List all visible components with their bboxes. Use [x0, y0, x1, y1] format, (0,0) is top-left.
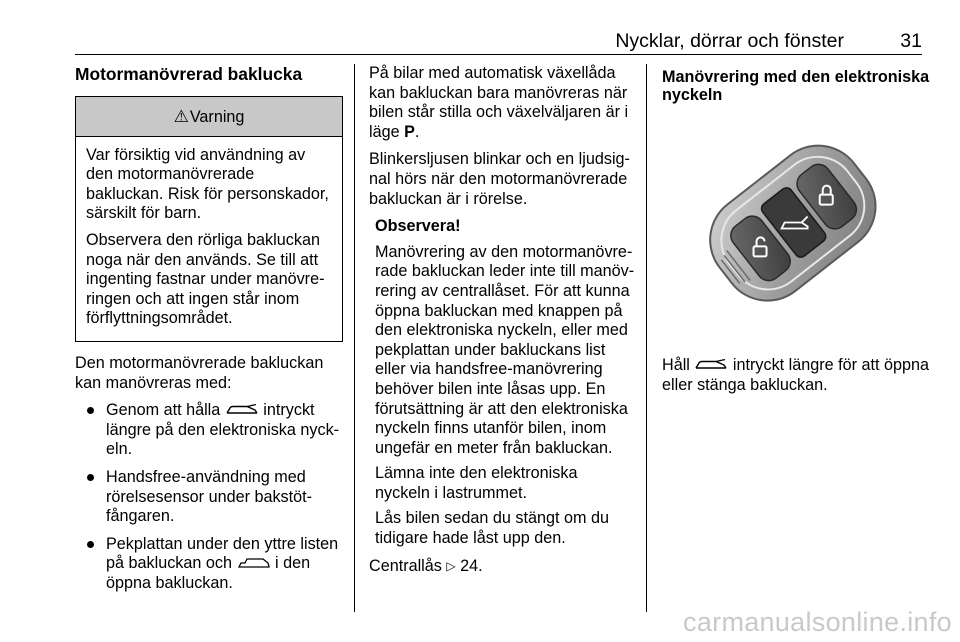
warning-paragraph-2: Observera den rörliga bakluckan noga när den används. Se till att ingenting fastnar under manövreringen och att ingen står inom förflyttningsområdet. — [86, 230, 325, 328]
trunk-button-icon — [694, 359, 728, 371]
note-title: Observera! — [375, 217, 461, 236]
gearbox-paragraph — [369, 64, 635, 142]
hold-text-b: intryckt längre för att öppna eller stänga bakluckan. — [662, 356, 930, 394]
note-paragraph-1: Manövrering av den motormanövrerade bakluckan leder inte till manövrering av centrallåset. För att kunna öppna bakluckan med knappen på den elektroniska nyckeln, eller med pekplattan under bakluckans list eller via handsfree-manövrering behöver bilen inte låsas upp. En förutsättning är att den elektroniska nyckeln finns utanför bilen, inom ungefär en meter från bakluckan. — [375, 242, 635, 457]
hold-button-paragraph — [662, 356, 932, 395]
bullet-2-text: Handsfree-användning med rörelsesensor under bakstötfångaren. — [106, 467, 313, 526]
bullet-dot — [87, 541, 94, 548]
intro-text: Den motormanövrerade bakluckan kan manövreras med: — [75, 353, 324, 392]
page-header — [75, 30, 922, 55]
bullet-3-text-b: i den öppna bakluckan. — [106, 554, 311, 592]
bullet-dot — [87, 407, 94, 414]
column-middle — [369, 64, 635, 584]
warning-triangle-icon: ⚠ — [173, 106, 189, 126]
sub-title: Manövrering med den elektroniska nyckeln — [662, 68, 930, 104]
warning-title: Varning — [189, 107, 245, 126]
bullet-1-text-a: Genom att hålla — [106, 401, 221, 420]
note-paragraph-3: Lås bilen sedan du stängt om du tidigare hade låst upp den. — [375, 509, 609, 548]
watermark: carmanualsonline.info — [683, 607, 952, 637]
arrow-reference-icon: ▷ — [446, 558, 456, 573]
column-right — [662, 64, 932, 403]
gearbox-text-end: . — [414, 122, 420, 141]
warning-paragraph-1: Var försiktig vid användning av den motormanövrerade bakluckan. Risk för personskador, särskilt för barn. — [86, 145, 329, 223]
bullet-1-text-b: intryckt längre på den elektroniska nyckeln. — [106, 401, 340, 459]
page-number: 31 — [900, 30, 922, 52]
warning-box — [75, 96, 343, 342]
warning-body — [76, 137, 342, 341]
bullet-dot — [87, 474, 94, 481]
note-block — [369, 217, 635, 549]
reference-label: Centrallås — [369, 556, 442, 575]
column-divider-1 — [354, 64, 355, 612]
list-item — [75, 468, 343, 527]
warning-header — [76, 97, 342, 137]
bullet-list — [75, 401, 343, 593]
bullet-3-text-a: Pekplattan under den yttre listen på bakluckan och — [106, 534, 339, 573]
cross-reference — [369, 557, 635, 577]
column-left — [75, 64, 343, 601]
list-item — [75, 401, 343, 460]
trunk-open-icon — [237, 557, 271, 569]
hold-text-a: Håll — [662, 356, 690, 374]
header-title: Nycklar, dörrar och fönster — [615, 30, 844, 52]
signal-paragraph: Blinkersljusen blinkar och en ljudsignal hörs när den motormanövrerade bakluckan är i rörelse. — [369, 150, 630, 208]
list-item — [75, 535, 343, 594]
column-divider-2 — [646, 64, 647, 612]
reference-page: 24. — [460, 556, 483, 575]
gear-position-p: P — [404, 122, 415, 141]
section-title: Motormanövrerad baklucka — [75, 64, 303, 84]
trunk-button-icon — [225, 404, 259, 416]
note-paragraph-2: Lämna inte den elektroniska nyckeln i lastrummet. — [375, 464, 578, 502]
remote-key-fob-illustration — [684, 126, 914, 336]
gearbox-text: På bilar med automatisk växellåda kan bakluckan bara manövreras när bilen står stilla och växelväljaren är i läge — [369, 64, 629, 141]
